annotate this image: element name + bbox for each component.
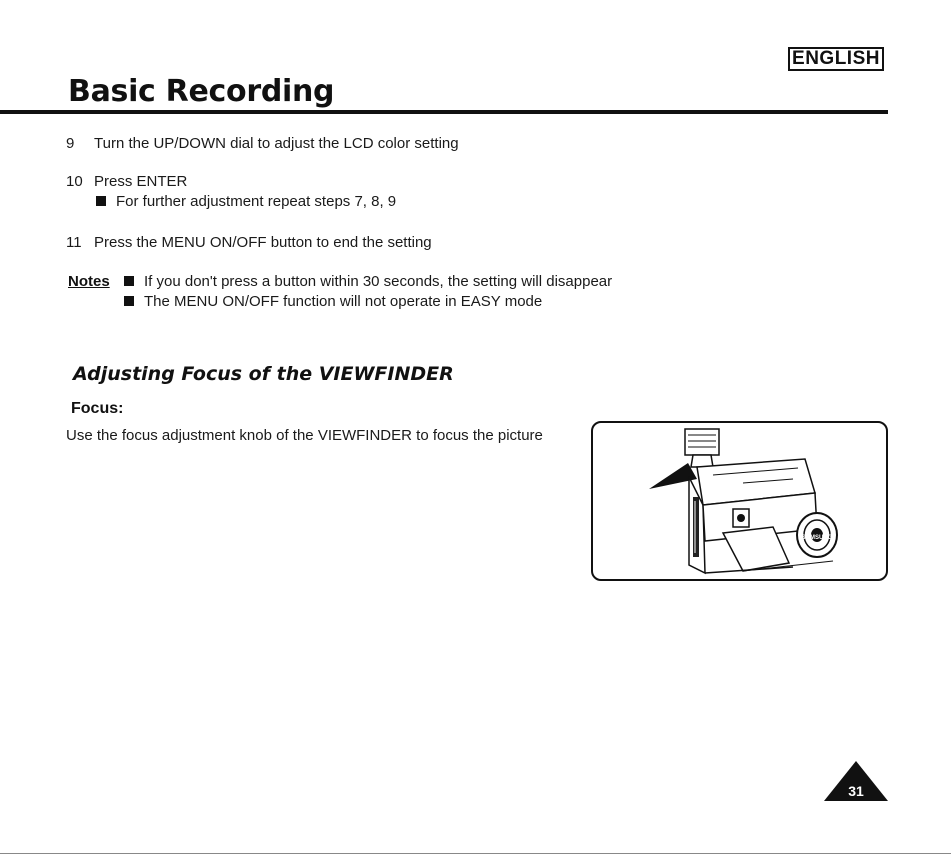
step-number: 10 (66, 173, 83, 190)
section-title: Adjusting Focus of the VIEWFINDER (73, 363, 454, 385)
step-10-subbullet (96, 193, 396, 211)
page-number: 31 (848, 783, 864, 799)
step-11 (66, 234, 432, 252)
step-text: Press the MENU ON/OFF button to end the setting (94, 234, 432, 251)
title-divider (0, 110, 888, 114)
step-number: 11 (66, 234, 82, 251)
step-text: Turn the UP/DOWN dial to adjust the LCD color setting (94, 135, 459, 152)
page-number-badge (823, 760, 889, 802)
section-subtitle: Focus: (71, 400, 124, 417)
bullet-square-icon (96, 196, 106, 206)
note-text: The MENU ON/OFF function will not operate in EASY mode (144, 293, 543, 310)
note-item (124, 293, 542, 311)
note-text: If you don't press a button within 30 seconds, the setting will disappear (144, 273, 613, 290)
step-text: For further adjustment repeat steps 7, 8, 9 (116, 193, 397, 210)
step-10 (66, 173, 187, 191)
step-text: Press ENTER (94, 173, 188, 190)
camcorder-illustration (593, 423, 886, 579)
section-body: Use the focus adjustment knob of the VIEWFINDER to focus the picture (66, 427, 543, 444)
page-title: Basic Recording (68, 74, 335, 109)
lens-brand-label: SAMSUNG (801, 535, 833, 541)
language-badge: ENGLISH (788, 47, 884, 71)
bottom-rule (0, 853, 951, 854)
bullet-square-icon (124, 296, 134, 306)
camcorder-figure (591, 421, 888, 581)
note-item (124, 273, 612, 291)
notes-label: Notes (68, 273, 110, 290)
step-number: 9 (66, 135, 75, 152)
bullet-square-icon (124, 276, 134, 286)
step-9 (66, 135, 459, 153)
